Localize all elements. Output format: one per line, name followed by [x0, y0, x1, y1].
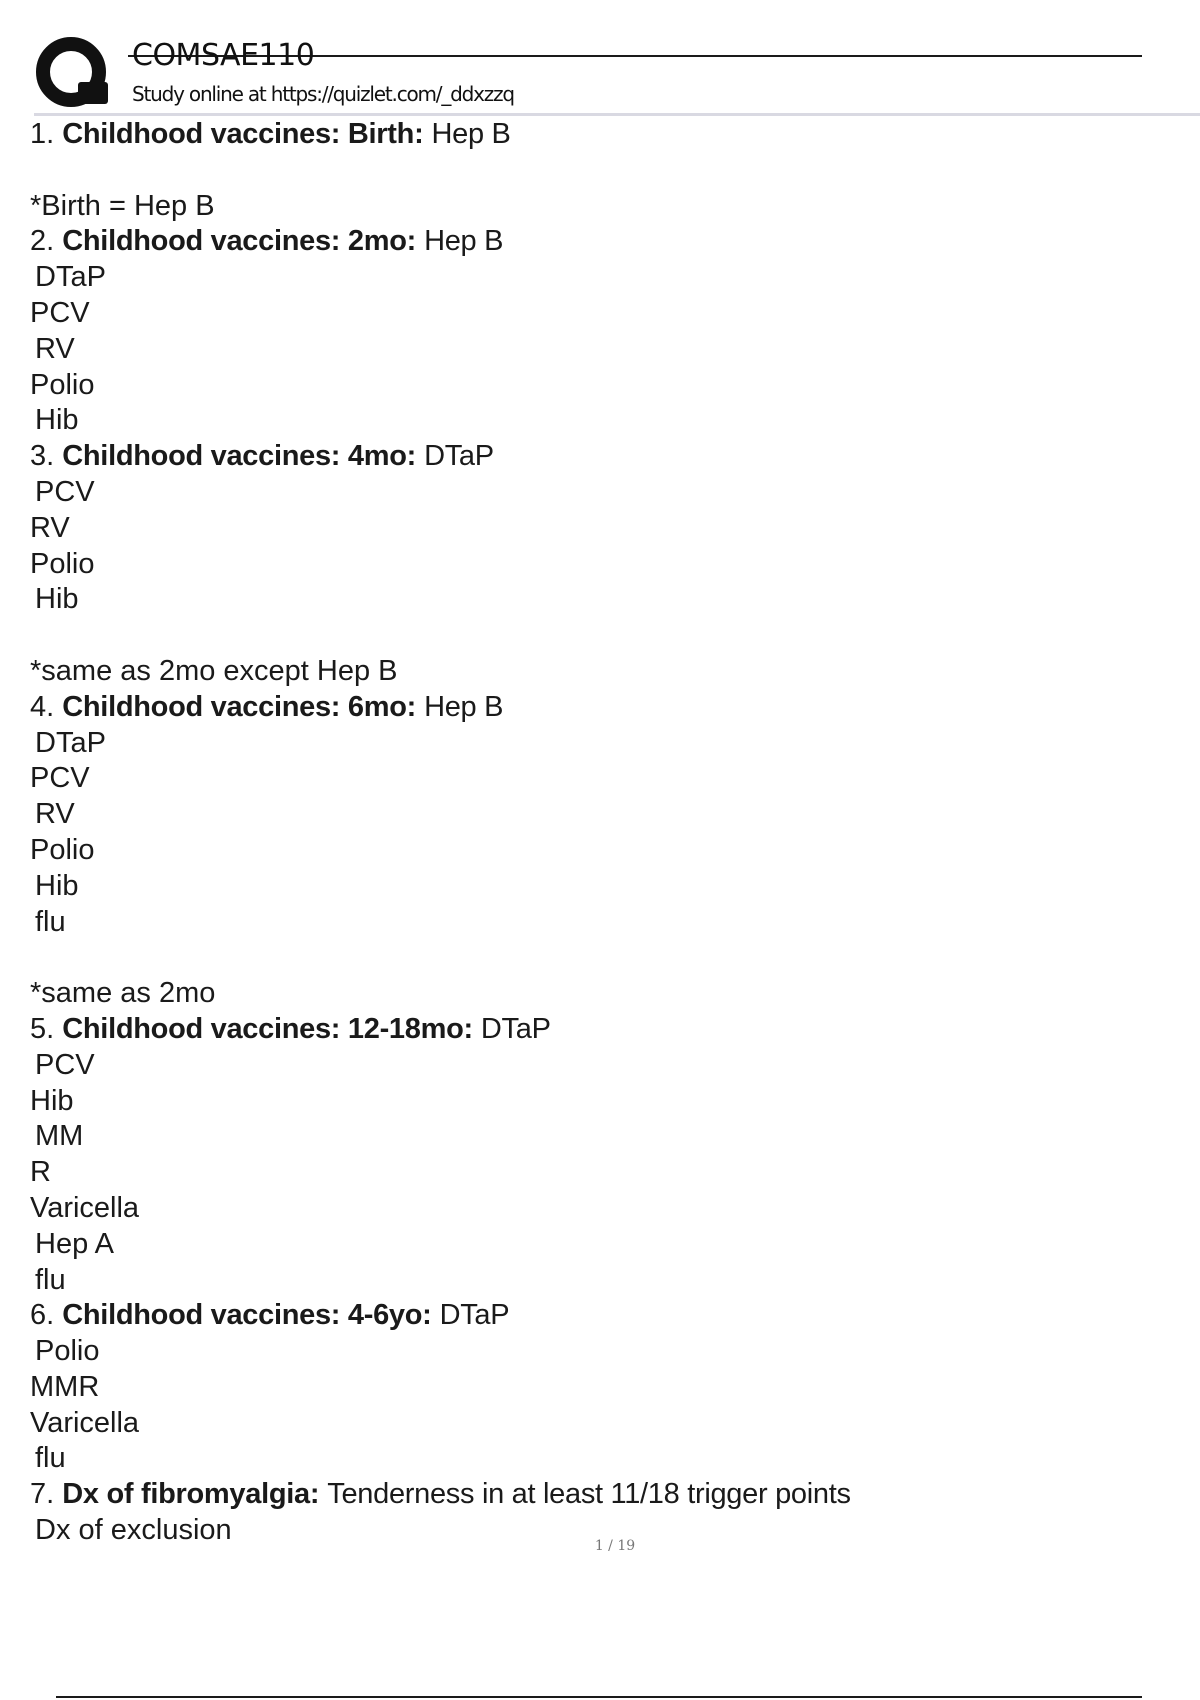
- flashcard: [30, 690, 1160, 1012]
- card-term: Childhood vaccines: 12-18mo:: [62, 1012, 473, 1045]
- card-definition: DTaP: [424, 440, 494, 473]
- quizlet-logo-icon: [34, 34, 112, 112]
- definition-line: DTaP: [35, 261, 106, 294]
- flashcard-heading: [30, 1298, 1160, 1334]
- card-definition: DTaP: [439, 1299, 510, 1332]
- header-divider: [34, 113, 1200, 116]
- definition-line: RV: [35, 798, 75, 831]
- flashcard-heading: [30, 690, 1160, 726]
- blank-line: [30, 618, 1160, 654]
- deck-title: COMSAE110: [132, 38, 315, 73]
- definition-line: RV: [35, 332, 75, 365]
- card-term: Childhood vaccines: 4-6yo:: [62, 1299, 432, 1332]
- card-definition: Hep B: [431, 118, 511, 150]
- definition-line: Polio: [30, 368, 95, 401]
- definition-line: PCV: [35, 475, 95, 508]
- card-number: 6.: [30, 1299, 55, 1332]
- definition-line: Hib: [35, 404, 79, 437]
- flashcard-heading: [30, 439, 1160, 475]
- blank-line: [30, 153, 1160, 189]
- card-term: Childhood vaccines: 2mo:: [62, 225, 416, 258]
- card-number: 5.: [30, 1012, 55, 1045]
- definition-line: Varicella: [30, 1191, 140, 1224]
- definition-line: Varicella: [30, 1406, 140, 1439]
- flashcard: [30, 224, 1160, 439]
- definition-line: *same as 2mo: [30, 977, 216, 1010]
- definition-line: Polio: [30, 547, 95, 580]
- flashcard-heading: [30, 1477, 1160, 1513]
- definition-line: flu: [35, 1263, 66, 1296]
- definition-line: MM: [35, 1120, 84, 1153]
- study-online-link[interactable]: Study online at https://quizlet.com/_ddxzzq: [132, 82, 514, 106]
- flashcard: [30, 1012, 1160, 1298]
- definition-line: *same as 2mo except Hep B: [30, 654, 398, 687]
- card-number: 1.: [30, 118, 55, 150]
- definition-line: Hib: [35, 869, 79, 902]
- definition-line: Dx of exclusion: [35, 1514, 232, 1547]
- definition-line: PCV: [30, 762, 90, 795]
- definition-line: PCV: [30, 296, 90, 329]
- footer-divider: [56, 1696, 1142, 1698]
- definition-line: Hep A: [35, 1227, 114, 1260]
- card-term: Childhood vaccines: 6mo:: [62, 690, 416, 723]
- flashcard: [30, 1298, 1160, 1477]
- card-number: 2.: [30, 225, 55, 258]
- definition-line: Hib: [30, 1084, 74, 1117]
- definition-line: PCV: [35, 1048, 95, 1081]
- page-header: [0, 0, 1200, 120]
- card-definition: Hep B: [424, 690, 504, 723]
- flashcard-list: [30, 117, 1160, 1549]
- card-term: Childhood vaccines: 4mo:: [62, 440, 416, 473]
- flashcard-heading: [30, 117, 1160, 153]
- card-number: 3.: [30, 440, 55, 473]
- blank-line: [30, 940, 1160, 976]
- definition-line: *Birth = Hep B: [30, 189, 215, 222]
- page-indicator: 1 / 19: [594, 1538, 636, 1554]
- flashcard-heading: [30, 224, 1160, 260]
- definition-line: flu: [35, 1442, 66, 1475]
- flashcard: [30, 117, 1160, 224]
- definition-line: Polio: [35, 1335, 100, 1368]
- card-term: Childhood vaccines: Birth:: [62, 118, 424, 150]
- card-definition: Hep B: [424, 225, 504, 258]
- definition-line: R: [30, 1156, 51, 1189]
- definition-line: MMR: [30, 1370, 100, 1403]
- definition-line: Hib: [35, 583, 79, 616]
- definition-line: Polio: [30, 833, 95, 866]
- flashcard: [30, 439, 1160, 690]
- flashcard-heading: [30, 1012, 1160, 1048]
- card-number: 4.: [30, 690, 55, 723]
- card-definition: DTaP: [480, 1012, 551, 1045]
- definition-line: flu: [35, 905, 66, 938]
- card-term: Dx of fibromyalgia:: [62, 1478, 320, 1511]
- definition-line: RV: [30, 511, 70, 544]
- card-number: 7.: [30, 1478, 55, 1511]
- definition-line: DTaP: [35, 726, 106, 759]
- card-definition: Tenderness in at least 11/18 trigger points: [327, 1478, 851, 1511]
